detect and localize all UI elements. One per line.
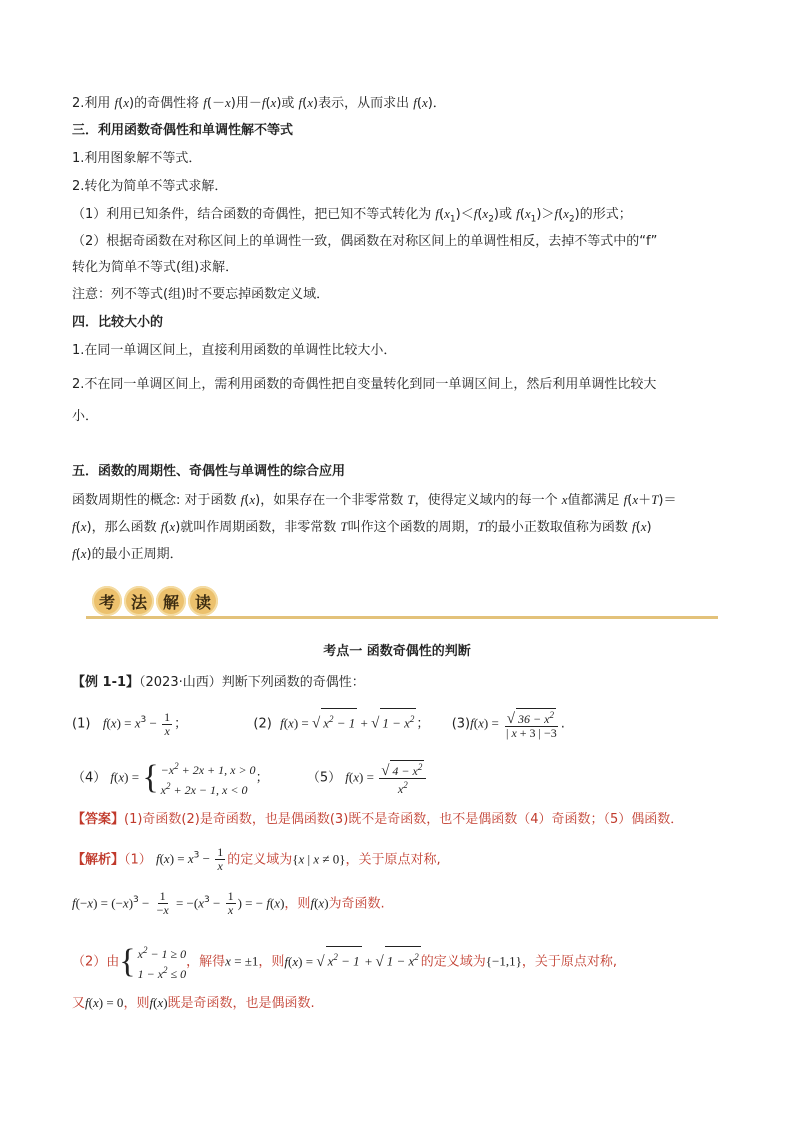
text-line-s4-2: 2.不在同一单调区间上，需利用函数的奇偶性把自变量转化到同一单调区间上，然后利用单调性比较大 <box>72 377 657 392</box>
banner-rule <box>86 616 718 619</box>
section-banner <box>78 586 718 620</box>
banner-char-1: 考 <box>92 586 122 616</box>
section-heading-5: 五．函数的周期性、奇偶性与单调性的综合应用 <box>72 464 346 479</box>
text-line-s3-1: 1.利用图象解不等式． <box>72 151 202 166</box>
example-heading: 【例 1-1】（2023·山西）判断下列函数的奇偶性： <box>72 675 365 690</box>
text-line-s5-1: 函数周期性的概念: 对于函数 f(x)，如果存在一个非零常数 T，使得定义域内的每一个 x值都满足 f(x＋T)＝ <box>72 492 677 508</box>
text-line-s4-1: 1.在同一单调区间上，直接利用函数的单调性比较大小． <box>72 343 397 358</box>
answer-line: 【答案】(1)奇函数(2)是奇函数，也是偶函数(3)既不是奇函数，也不是偶函数（4）奇函数；（5）偶函数． <box>72 812 684 827</box>
section-heading-4: 四．比较大小的 <box>72 315 164 330</box>
text-line-s3-2: 2.转化为简单不等式求解． <box>72 179 228 194</box>
text-line-s3-5: 转化为简单不等式(组)求解． <box>72 260 239 275</box>
banner-char-3: 解 <box>156 586 186 616</box>
kaodian-title: 考点一 函数奇偶性的判断 <box>323 644 471 659</box>
banner-char-4: 读 <box>188 586 218 616</box>
banner-char-2: 法 <box>124 586 154 616</box>
analysis-line-2: $f(-x) = (-x)^3$ − $\frac{1}{-x}$ = $-(x^3$ − $\frac{1}{x}$ ) = − f(x)，则f(x)为奇函数. <box>72 889 385 918</box>
text-line-s5-3: f(x)的最小正周期． <box>72 546 183 562</box>
analysis-line-3: （2）由 { $x^2 - 1 \ge 0$ $1 - x^2 \le 0$ ，解得x = ±1，则f(x) = √ $x^2 - 1$ + √ $1 - x^2$ 的定义域为{−1,1}，关于原点对称, <box>72 943 617 981</box>
analysis-line-1: 【解析】（1） $f(x) = x^3$ − $\frac{1}{x}$ 的定义域为{x | x ≠ 0}，关于原点对称, <box>72 845 441 874</box>
text-line-s5-2: f(x)，那么函数 f(x)就叫作周期函数，非零常数 T叫作这个函数的周期，T的最小正数取值称为函数 f(x) <box>72 519 652 535</box>
section-heading-3: 三．利用函数奇偶性和单调性解不等式 <box>72 123 294 138</box>
text-line-s3-4: （2）根据奇函数在对称区间上的单调性一致，偶函数在对称区间上的单调性相反，去掉不等式中的“f” <box>72 234 658 249</box>
text-line-s4-3: 小． <box>72 409 99 424</box>
example-formulas-row1: (1) $f(x) = x^3$ − $\frac{1}{x}$ ； (2) f(x) = √ $x^2 - 1$ + √ $1 - x^2$ ； (3)f(x) = $\frac{√ 36 - x^2}{| x + 3 | -3}$ . <box>72 709 565 740</box>
text-line-s3-6: 注意：列不等式(组)时不要忘掉函数定义域． <box>72 287 330 302</box>
text-line-1: 2.利用 f(x)的奇偶性将 f(－x)用－f(x)或 f(x)表示，从而求出 f(x)． <box>72 95 446 111</box>
example-formulas-row2: （4） f(x) = { $-x^2 + 2x + 1$, x > 0 $x^2 + 2x - 1$, x < 0 ； （5） f(x) = $\frac{√ 4 - x^2}{x^2}$ <box>72 758 428 798</box>
analysis-line-4: 又f(x) = 0，则f(x)既是奇函数，也是偶函数. <box>72 995 315 1011</box>
text-line-s3-3: （1）利用已知条件，结合函数的奇偶性，把已知不等式转化为 $f(x_1)<f(x_2)$或 $f(x_1)>f(x_2)$的形式； <box>72 206 632 225</box>
